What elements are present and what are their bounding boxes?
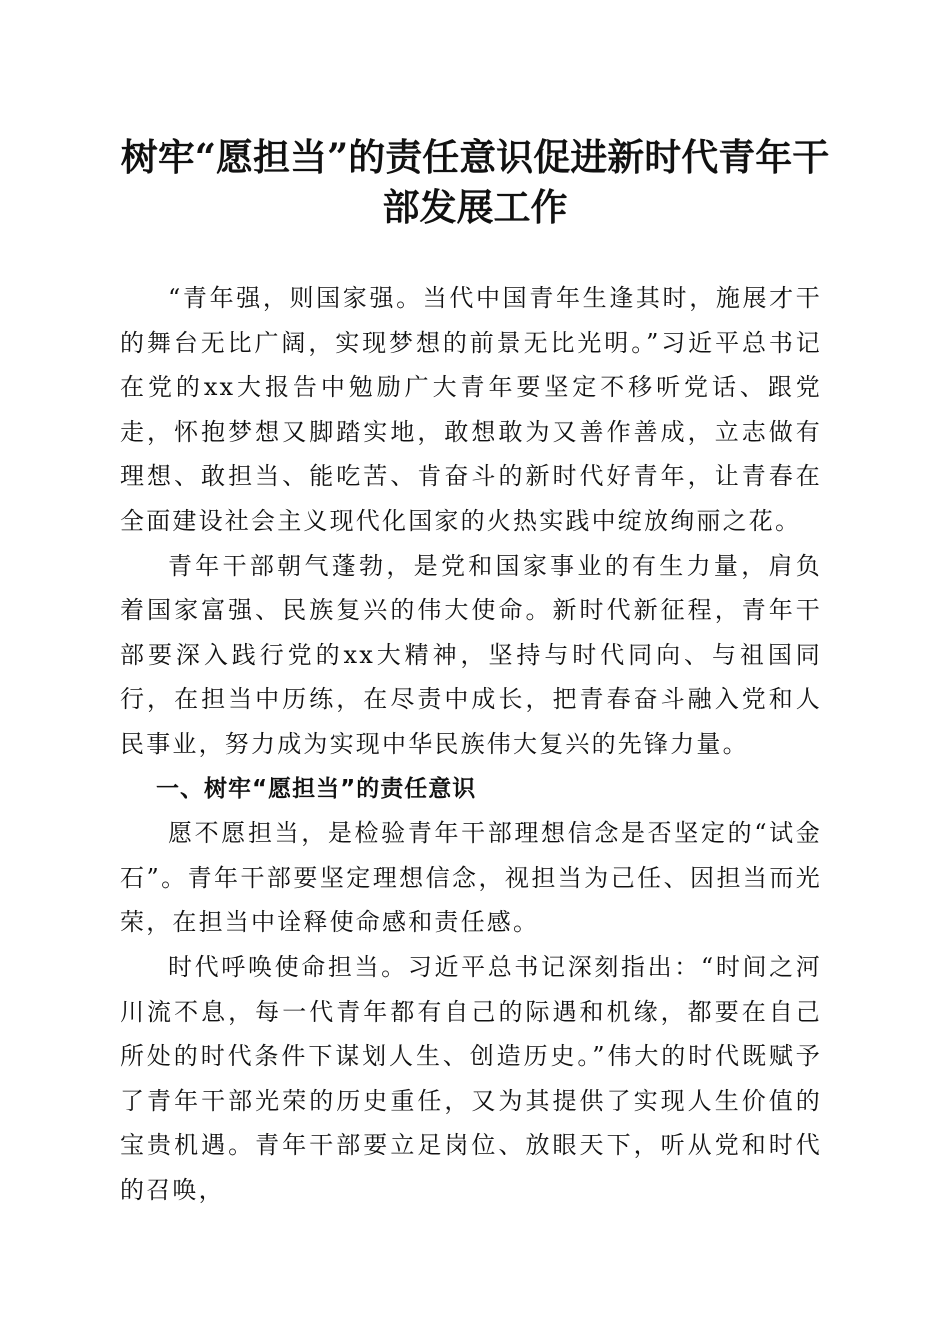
- document-title: 树牢“愿担当”的责任意识促进新时代青年干部发展工作: [120, 135, 830, 229]
- section-paragraph-1: 愿不愿担当，是检验青年干部理想信念是否坚定的“试金石”。青年干部要坚定理想信念，视担当为己任、因担当而光荣，在担当中诠释使命感和责任感。: [120, 819, 822, 937]
- intro-paragraph-1: “青年强，则国家强。当代中国青年生逢其时，施展才干的舞台无比广阔，实现梦想的前景无比光明。”习近平总书记在党的xx大报告中勉励广大青年要坚定不移听党话、跟党走，怀抱梦想又脚踏实地，敢想敢为又善作善成，立志做有理想、敢担当、能吃苦、肯奋斗的新时代好青年，让青春在全面建设社会主义现代化国家的火热实践中绽放绚丽之花。: [120, 284, 822, 535]
- section-paragraph-2: 时代呼唤使命担当。习近平总书记深刻指出：“时间之河川流不息，每一代青年都有自己的际遇和机缘，都要在自己所处的时代条件下谋划人生、创造历史。”伟大的时代既赋予了青年干部光荣的历史重任，又为其提供了实现人生价值的宝贵机遇。青年干部要立足岗位、放眼天下，听从党和时代的召唤，: [120, 952, 822, 1204]
- document-body: [120, 276, 822, 1212]
- section-heading: 一、树牢“愿担当”的责任意识: [156, 775, 477, 802]
- intro-paragraph-2: 青年干部朝气蓬勃，是党和国家事业的有生力量，肩负着国家富强、民族复兴的伟大使命。新时代新征程，青年干部要深入践行党的xx大精神，坚持与时代同向、与祖国同行，在担当中历练，在尽责中成长，把青春奋斗融入党和人民事业，努力成为实现中华民族伟大复兴的先锋力量。: [120, 551, 822, 758]
